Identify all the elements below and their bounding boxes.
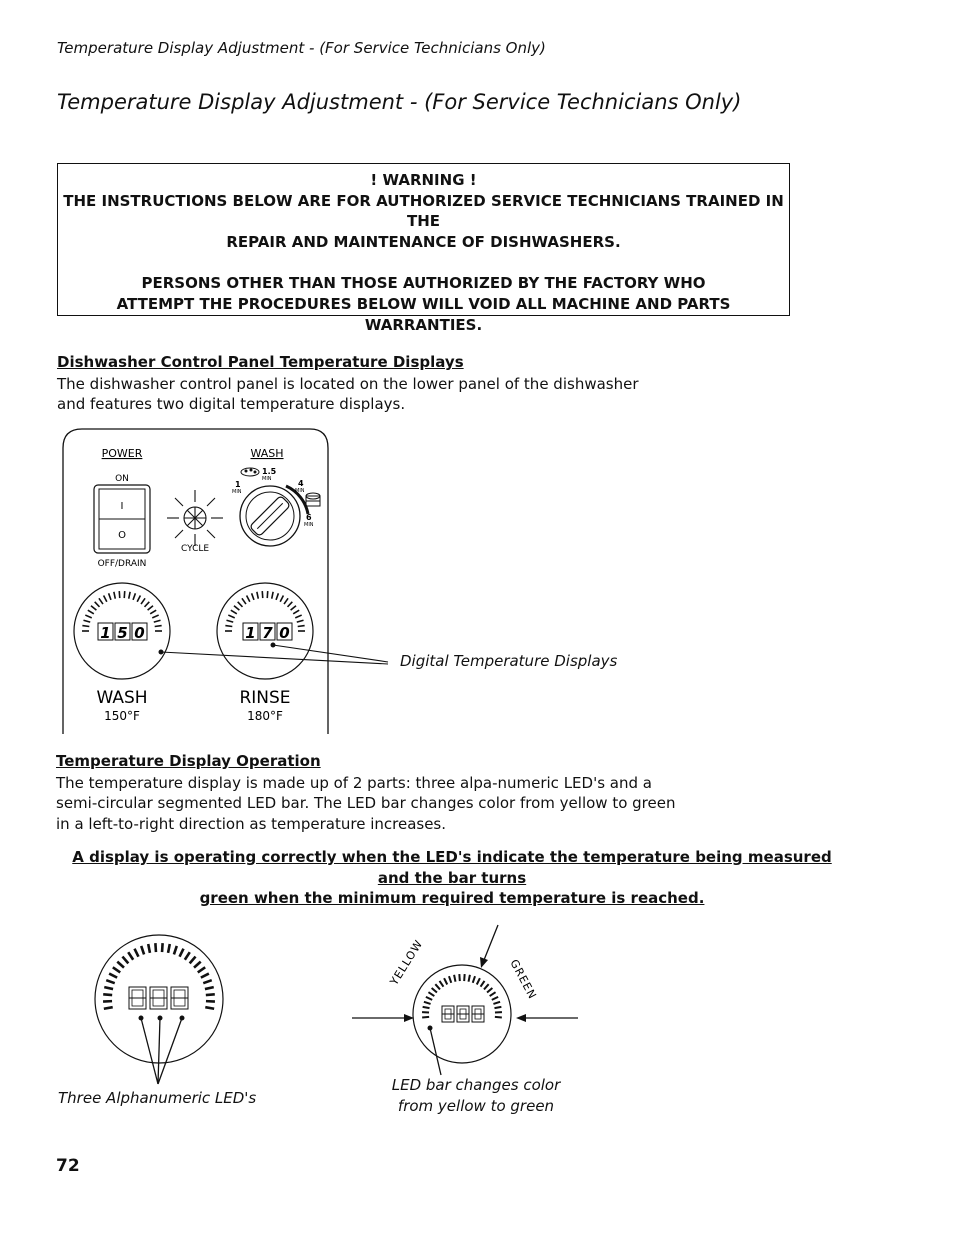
led-segment <box>109 593 111 600</box>
led-segment <box>122 957 128 964</box>
caption-line: LED bar changes color <box>391 1076 561 1094</box>
pot-icon <box>306 493 320 506</box>
caption-line: from yellow to green <box>397 1097 555 1115</box>
arrow-head <box>480 957 488 968</box>
timer-mark: 1.5 <box>262 467 277 476</box>
led-segment <box>238 602 243 607</box>
led-segment <box>104 1007 113 1009</box>
yellow-label: YELLOW <box>387 937 426 988</box>
led-segment <box>280 595 283 601</box>
rinse-gauge-label: RINSE <box>239 688 291 708</box>
led-segment <box>226 620 233 622</box>
alphanumeric-caption: Three Alphanumeric LED's <box>58 1089 257 1107</box>
led-segment <box>133 593 135 600</box>
body-text: semi-circular segmented LED bar. The LED bar changes color from yellow to green <box>56 794 676 812</box>
led-segment <box>106 980 114 983</box>
led-segment <box>174 946 177 955</box>
led-segment <box>99 598 103 604</box>
timer-mark-unit: MIN <box>232 489 242 495</box>
led-digit: 1 <box>245 624 256 642</box>
led-segment <box>135 949 139 957</box>
led-segment <box>481 981 485 987</box>
switch-on-mark: I <box>120 501 124 512</box>
led-segment <box>423 1007 430 1008</box>
led-segment <box>428 992 434 996</box>
led-segment <box>295 615 301 618</box>
led-digit: 0 <box>134 624 145 642</box>
led-segment <box>449 976 451 983</box>
led-segment <box>205 987 214 989</box>
led-segment <box>231 610 237 614</box>
led-segment <box>190 957 196 964</box>
body-text: and features two digital temperature displays. <box>57 395 406 413</box>
three-segment-digits <box>129 987 188 1009</box>
digital-display-callout: Digital Temperature Displays <box>400 652 618 670</box>
led-segment <box>148 944 150 953</box>
body-text: The temperature display is made up of 2 parts: three alpa-numeric LED's and a <box>56 774 652 792</box>
warning-line: PERSONS OTHER THAN THOSE AUTHORIZED BY THE FACTORY WHO <box>141 274 706 293</box>
led-segment <box>473 976 475 983</box>
warning-line: ATTEMPT THE PROCEDURES BELOW WILL VOID ALL MACHINE AND PARTS <box>116 294 731 313</box>
led-segment <box>141 946 144 955</box>
led-segment <box>88 610 94 614</box>
led-segment <box>242 598 246 604</box>
wash-gauge-temp: 150°F <box>104 709 140 723</box>
led-bar-figure <box>348 920 588 1080</box>
led-segment <box>293 610 299 614</box>
led-segment <box>113 967 120 972</box>
led-segment <box>103 994 112 995</box>
cycle-light-icon <box>167 490 223 546</box>
timer-mark-unit: MIN <box>295 488 305 494</box>
led-segment <box>444 978 447 984</box>
dish-rack-icon <box>241 468 259 476</box>
led-segment <box>109 974 117 978</box>
led-segment <box>154 620 161 622</box>
notice-line: green when the minimum required temperature is reached. <box>199 889 705 907</box>
led-segment <box>257 592 258 599</box>
led-segment <box>128 952 133 960</box>
led-digit: 7 <box>262 624 273 642</box>
led-segment <box>426 997 432 1000</box>
power-label: POWER <box>101 447 143 460</box>
led-digit: 1 <box>100 624 111 642</box>
led-segment <box>440 981 444 987</box>
led-segment <box>288 602 293 607</box>
warning-line: REPAIR AND MAINTENANCE OF DISHWASHERS. <box>226 232 621 251</box>
off-drain-label: OFF/DRAIN <box>97 559 147 569</box>
warning-heading: ! WARNING ! <box>370 171 477 189</box>
led-segment <box>422 1017 429 1018</box>
timer-mark-unit: MIN <box>304 522 314 528</box>
led-segment <box>95 602 100 607</box>
arrow-head <box>516 1014 526 1022</box>
led-segment <box>145 602 150 607</box>
led-digit: 0 <box>279 624 290 642</box>
led-segment <box>205 1007 214 1009</box>
led-segment <box>180 949 184 957</box>
warning-line: WARRANTIES. <box>364 315 483 334</box>
led-segment <box>492 997 498 1000</box>
timer-mark: 1 <box>235 480 241 489</box>
wash-gauge-label: WASH <box>96 688 148 708</box>
led-segment <box>104 595 107 601</box>
rinse-gauge-temp: 180°F <box>247 709 283 723</box>
led-segment <box>206 994 215 995</box>
control-panel-illustration <box>60 426 332 736</box>
led-segment <box>155 626 162 627</box>
led-segment <box>291 606 296 610</box>
led-segment <box>297 620 304 622</box>
led-segment <box>252 593 254 600</box>
led-segment <box>148 606 153 610</box>
led-segment <box>484 984 489 989</box>
led-segment <box>155 943 156 952</box>
led-segment <box>234 606 239 610</box>
timer-mark: 4 <box>298 479 304 488</box>
led-segment <box>284 598 288 604</box>
led-segment <box>477 978 480 984</box>
led-segment <box>454 975 455 982</box>
wash-timer-knob[interactable] <box>240 486 300 546</box>
led-segment <box>272 592 273 599</box>
led-segment <box>83 620 90 622</box>
callout-lines <box>150 640 400 680</box>
led-segment <box>117 962 124 968</box>
timer-mark-unit: MIN <box>262 476 272 482</box>
cycle-label: CYCLE <box>180 544 210 554</box>
led-segment <box>141 598 145 604</box>
led-segment <box>185 952 190 960</box>
led-display-figure <box>90 928 240 1088</box>
switch-off-mark: O <box>118 530 126 541</box>
led-segment <box>203 980 211 983</box>
led-segment <box>85 615 91 618</box>
body-text: in a left-to-right direction as temperature increases. <box>56 815 447 833</box>
page-title: Temperature Display Adjustment - (For Service Technicians Only) <box>57 90 742 114</box>
led-segment <box>247 595 250 601</box>
led-segment <box>494 1007 501 1008</box>
led-bar-caption <box>376 1075 576 1117</box>
led-segment <box>495 1017 502 1018</box>
led-digit: 5 <box>117 624 128 642</box>
led-segment <box>276 593 278 600</box>
led-segment <box>490 992 496 996</box>
led-segment <box>435 984 440 989</box>
led-segment <box>432 988 437 993</box>
led-segment <box>114 592 115 599</box>
led-segment <box>487 988 492 993</box>
led-segment <box>225 626 232 627</box>
body-text: The dishwasher control panel is located on the lower panel of the dishwasher <box>57 375 639 393</box>
operation-notice <box>56 847 848 909</box>
led-segment <box>152 615 158 618</box>
led-segment <box>194 962 201 968</box>
power-switch[interactable] <box>94 485 150 553</box>
led-bar-segments <box>103 943 215 1009</box>
led-segment <box>104 987 113 989</box>
running-header: Temperature Display Adjustment - (For Service Technicians Only) <box>57 39 546 57</box>
led-segment <box>198 967 205 972</box>
section-heading-control-panel: Dishwasher Control Panel Temperature Displays <box>57 353 464 371</box>
section-heading-operation: Temperature Display Operation <box>56 752 321 770</box>
led-segment <box>162 943 163 952</box>
led-segment <box>228 615 234 618</box>
led-segment <box>91 606 96 610</box>
page-number: 72 <box>56 1156 80 1176</box>
led-segment <box>201 974 209 978</box>
on-label: ON <box>115 474 129 484</box>
led-segment <box>150 610 156 614</box>
led-segment <box>129 592 130 599</box>
timer-mark: 6 <box>306 513 312 522</box>
led-segment <box>424 1002 431 1004</box>
led-bar-segments <box>422 974 502 1017</box>
led-segment <box>298 626 305 627</box>
warning-box <box>57 163 790 334</box>
notice-line: A display is operating correctly when the LED's indicate the temperature being measured and the bar turns <box>72 848 832 887</box>
led-segment <box>469 975 470 982</box>
green-label: GREEN <box>507 957 540 1002</box>
led-segment <box>493 1002 500 1004</box>
led-segment <box>168 944 170 953</box>
wash-timer-label: WASH <box>250 447 284 460</box>
warning-line: THE INSTRUCTIONS BELOW ARE FOR AUTHORIZED SERVICE TECHNICIANS TRAINED IN THE <box>63 191 784 231</box>
led-segment <box>137 595 140 601</box>
led-segment <box>82 626 89 627</box>
